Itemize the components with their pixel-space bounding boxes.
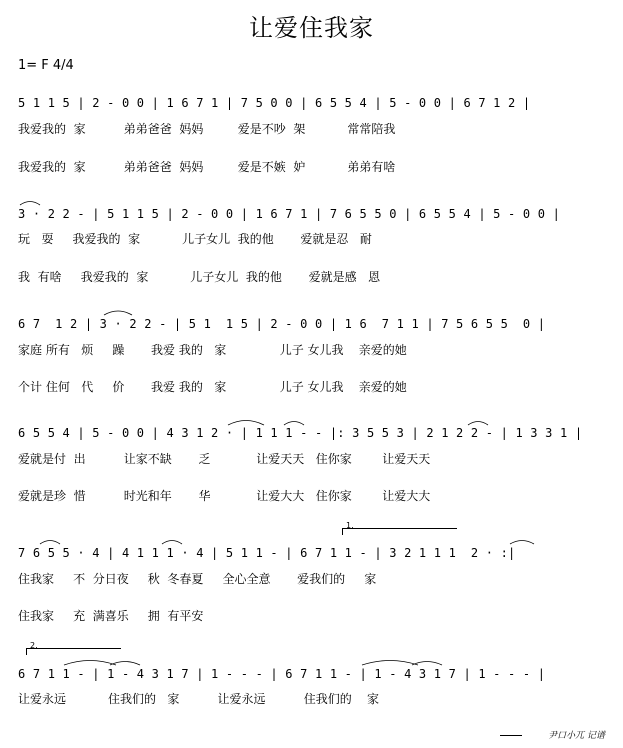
- notes-line-5: 7 6 5 5 · 4 | 4 1 1 1 · 4 | 5 1 1 - | 6 7 1 1 - | 3 2 1 1 1 2 · :|: [18, 546, 516, 560]
- lyrics-line-5-verse-2: 住我家 充 满喜乐 拥 有平安: [18, 609, 204, 623]
- lyrics-line-6-verse-1: 让爱永远 住我们的 家 让爱永远 住我们的 家: [18, 692, 379, 706]
- notes-line-3: 6 7 1 2 | 3 · 2 2 - | 5 1 1 5 | 2 - 0 0 | 1 6 7 1 1 | 7 5 6 5 5 0 |: [18, 317, 546, 331]
- notes-line-2: 3 · 2 2 - | 5 1 1 5 | 2 - 0 0 | 1 6 7 1 | 7 6 5 5 0 | 6 5 5 4 | 5 - 0 0 |: [18, 207, 560, 221]
- lyrics-line-3-verse-1: 家庭 所有 烦 躁 我爱 我的 家 儿子 女儿我 亲爱的她: [18, 343, 407, 357]
- notes-line-4: 6 5 5 4 | 5 - 0 0 | 4 3 1 2 · | 1 1 1 - - |: 3 5 5 3 | 2 1 2 2 - | 1 3 3 1 |: [18, 426, 583, 440]
- second-ending-label: 2.: [30, 641, 38, 650]
- lyrics-line-1-verse-2: 我爱我的 家 弟弟爸爸 妈妈 爱是不嫉 妒 弟弟有啥: [18, 160, 396, 174]
- lyrics-line-1-verse-1: 我爱我的 家 弟弟爸爸 妈妈 爱是不吵 架 常常陪我: [18, 122, 396, 136]
- song-title: 让爱住我家: [249, 14, 374, 42]
- notes-line-6: 6 7 1 1 - | 1 - 4 3 1 7 | 1 - - - | 6 7 1 1 - | 1 - 4 3 1 7 | 1 - - - |: [18, 667, 546, 681]
- lyrics-line-2-verse-2: 我 有啥 我爱我的 家 儿子女儿 我的他 爱就是感 恩: [18, 270, 381, 284]
- lyrics-line-3-verse-2: 个计 住何 代 价 我爱 我的 家 儿子 女儿我 亲爱的她: [18, 380, 407, 394]
- second-ending-bracket: [26, 641, 121, 655]
- lyrics-line-4-verse-2: 爱就是珍 惜 时光和年 华 让爱大大 住你家 让爱大大: [18, 489, 431, 503]
- key-signature: 1= F 4/4: [18, 58, 74, 73]
- first-ending-label: 1.: [346, 521, 354, 530]
- credit-divider: [500, 735, 522, 736]
- first-ending-bracket: [342, 521, 457, 535]
- lyrics-line-4-verse-1: 爱就是付 出 让家不缺 乏 让爱天天 住你家 让爱天天: [18, 452, 431, 466]
- notes-line-1: 5 1 1 5 | 2 - 0 0 | 1 6 7 1 | 7 5 0 0 | 6 5 5 4 | 5 - 0 0 | 6 7 1 2 |: [18, 96, 531, 110]
- lyrics-line-2-verse-1: 玩 耍 我爱我的 家 儿子女儿 我的他 爱就是忍 耐: [18, 232, 372, 246]
- transcriber-credit: 尹口小兀 记谱: [548, 731, 605, 741]
- lyrics-line-5-verse-1: 住我家 不 分日夜 秋 冬春夏 全心全意 爱我们的 家: [18, 572, 377, 586]
